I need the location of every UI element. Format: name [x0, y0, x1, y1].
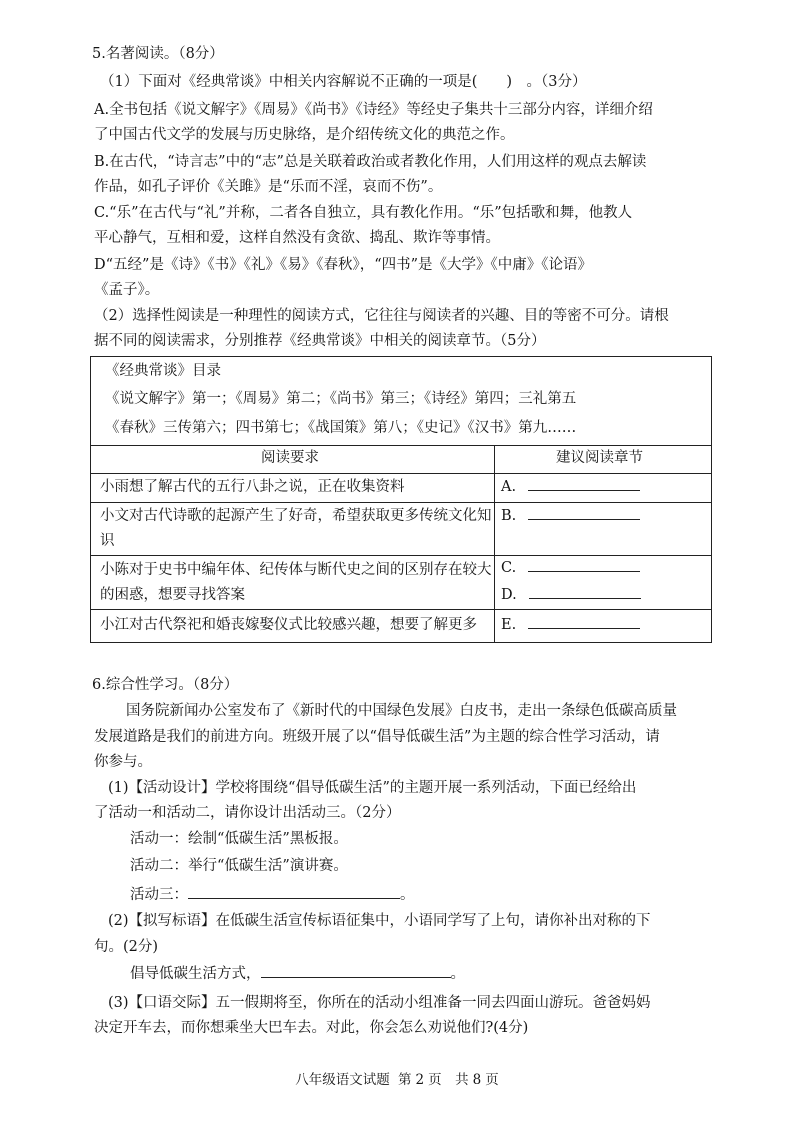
- activity-three-answer-line[interactable]: [188, 884, 400, 899]
- page-footer: [0, 1068, 794, 1088]
- answer-blank-b[interactable]: [501, 506, 640, 526]
- answer-blank-c[interactable]: [501, 558, 640, 578]
- q5-2-stem-line2: 据不同的阅读需求，分别推荐《经典常谈》中相关的阅读章节。（5分）: [94, 333, 546, 349]
- table-column-divider: [494, 445, 495, 642]
- activity-one: 活动一：绘制“低碳生活”黑板报。: [130, 831, 348, 847]
- table-divider: [91, 445, 711, 446]
- table-divider: [91, 502, 711, 503]
- column-header-chapter: 建议阅读章节: [556, 450, 643, 466]
- q5-1-option-d-line1: D“五经”是《诗》《书》《礼》《易》《春秋》，“四书”是《大学》《中庸》《论语》: [94, 257, 593, 273]
- q6-title: 6.综合性学习。（8分）: [92, 677, 239, 693]
- slogan: [130, 963, 465, 984]
- q6-3-line1: (3)【口语交际】五一假期将至，你所在的活动小组准备一同去四面山游玩。爸爸妈妈: [108, 995, 651, 1011]
- requirement-row-2-line2: 识: [100, 533, 115, 549]
- q6-intro-line1: 国务院新闻办公室发布了《新时代的中国绿色发展》白皮书，走出一条绿色低碳高质量: [126, 703, 677, 719]
- footer-page-number: 2: [415, 1072, 425, 1088]
- table-divider: [91, 609, 711, 610]
- q5-1-option-a-line2: 了中国古代文学的发展与历史脉络，是介绍传统文化的典范之作。: [94, 127, 515, 143]
- answer-label-b: B.: [501, 508, 517, 524]
- requirement-row-4: 小江对古代祭祀和婚丧嫁娶仪式比较感兴趣，想要了解更多: [100, 617, 477, 633]
- q6-1-line2: 了活动一和活动二，请你设计出活动三。（2分）: [94, 805, 401, 821]
- footer-mid: 页 共: [428, 1072, 469, 1088]
- q5-1-option-d-line2: 《孟子》。: [94, 282, 160, 298]
- activity-three-label: 活动三：: [130, 887, 188, 903]
- slogan-first-half: 倡导低碳生活方式，: [130, 966, 261, 982]
- q6-2-line1: (2)【拟写标语】在低碳生活宣传标语征集中，小语同学写了上句，请你补出对称的下: [108, 913, 651, 929]
- footer-total-pages: 8: [472, 1072, 482, 1088]
- q5-1-option-b-line2: 作品，如孔子评价《关雎》是“乐而不淫，哀而不伤”。: [94, 179, 443, 195]
- footer-pre: 第: [398, 1072, 412, 1088]
- answer-line-d[interactable]: [529, 586, 641, 599]
- answer-blank-a[interactable]: [501, 477, 640, 497]
- q5-1-option-c-line2: 平心静气，互相和爱，这样自然没有贪欲、捣乱、欺诈等事情。: [94, 230, 500, 246]
- q5-title: 5.名著阅读。（8分）: [92, 46, 224, 62]
- footer-subject: 八年级语文试题: [295, 1072, 390, 1088]
- reading-table: [90, 356, 712, 643]
- answer-label-a: A.: [501, 479, 517, 495]
- requirement-row-3-line2: 的困惑，想要寻找答案: [100, 587, 245, 603]
- q5-1-option-b-line1: B.在古代，“诗言志”中的“志”总是关联着政治或者教化作用，人们用这样的观点去解读: [94, 154, 647, 170]
- answer-label-d: D.: [501, 587, 517, 603]
- requirement-row-1: 小雨想了解古代的五行八卦之说，正在收集资料: [100, 479, 405, 495]
- toc-title: 《经典常谈》目录: [105, 363, 221, 379]
- q6-intro-line2: 发展道路是我们的前进方向。班级开展了以“倡导低碳生活”为主题的综合性学习活动，请: [94, 729, 660, 745]
- footer-post: 页: [485, 1072, 499, 1088]
- q5-2-stem-line1: （2）选择性阅读是一种理性的阅读方式，它往往与阅读者的兴趣、目的等密不可分。请根: [94, 308, 669, 324]
- slogan-end: 。: [450, 966, 465, 982]
- q6-intro-line3: 你参与。: [94, 754, 152, 770]
- slogan-answer-line[interactable]: [261, 963, 451, 978]
- q5-1-stem: （1）下面对《经典常谈》中相关内容解说不正确的一项是( ) 。（3分）: [100, 74, 587, 90]
- answer-line-a[interactable]: [528, 478, 640, 491]
- q6-1-line1: (1)【活动设计】学校将围绕“倡导低碳生活”的主题开展一系列活动，下面已经给出: [108, 780, 637, 796]
- q5-1-option-a-line1: A.全书包括《说文解字》《周易》《尚书》《诗经》等经史子集共十三部分内容，详细介绍: [94, 102, 653, 118]
- requirement-row-2-line1: 小文对古代诗歌的起源产生了好奇，希望获取更多传统文化知: [100, 508, 492, 524]
- activity-three-end: 。: [400, 887, 415, 903]
- answer-label-e: E.: [501, 617, 517, 633]
- q5-1-option-c-line1: C.“乐”在古代与“礼”并称，二者各自独立，具有教化作用。“乐”包括歌和舞，他教人: [94, 205, 633, 221]
- toc-line2: 《春秋》三传第六；四书第七；《战国策》第八；《史记》《汉书》第九……: [105, 420, 577, 436]
- answer-line-e[interactable]: [528, 616, 640, 629]
- activity-two: 活动二：举行“低碳生活”演讲赛。: [130, 858, 348, 874]
- requirement-row-3-line1: 小陈对于史书中编年体、纪传体与断代史之间的区别存在较大: [100, 562, 492, 578]
- answer-blank-d[interactable]: [501, 585, 641, 605]
- q6-2-line2: 句。(2分): [94, 939, 159, 955]
- answer-label-c: C.: [501, 560, 517, 576]
- column-header-requirement: 阅读要求: [261, 450, 319, 466]
- q6-3-line2: 决定开车去，而你想乘坐大巴车去。对此，你会怎么劝说他们?(4分): [94, 1020, 529, 1036]
- table-divider: [91, 473, 711, 474]
- activity-three: [130, 884, 415, 905]
- toc-line1: 《说文解字》第一；《周易》第二；《尚书》第三；《诗经》第四；三礼第五: [105, 391, 577, 407]
- answer-line-c[interactable]: [528, 559, 640, 572]
- table-divider: [91, 555, 711, 556]
- answer-blank-e[interactable]: [501, 615, 640, 635]
- answer-line-b[interactable]: [528, 507, 640, 520]
